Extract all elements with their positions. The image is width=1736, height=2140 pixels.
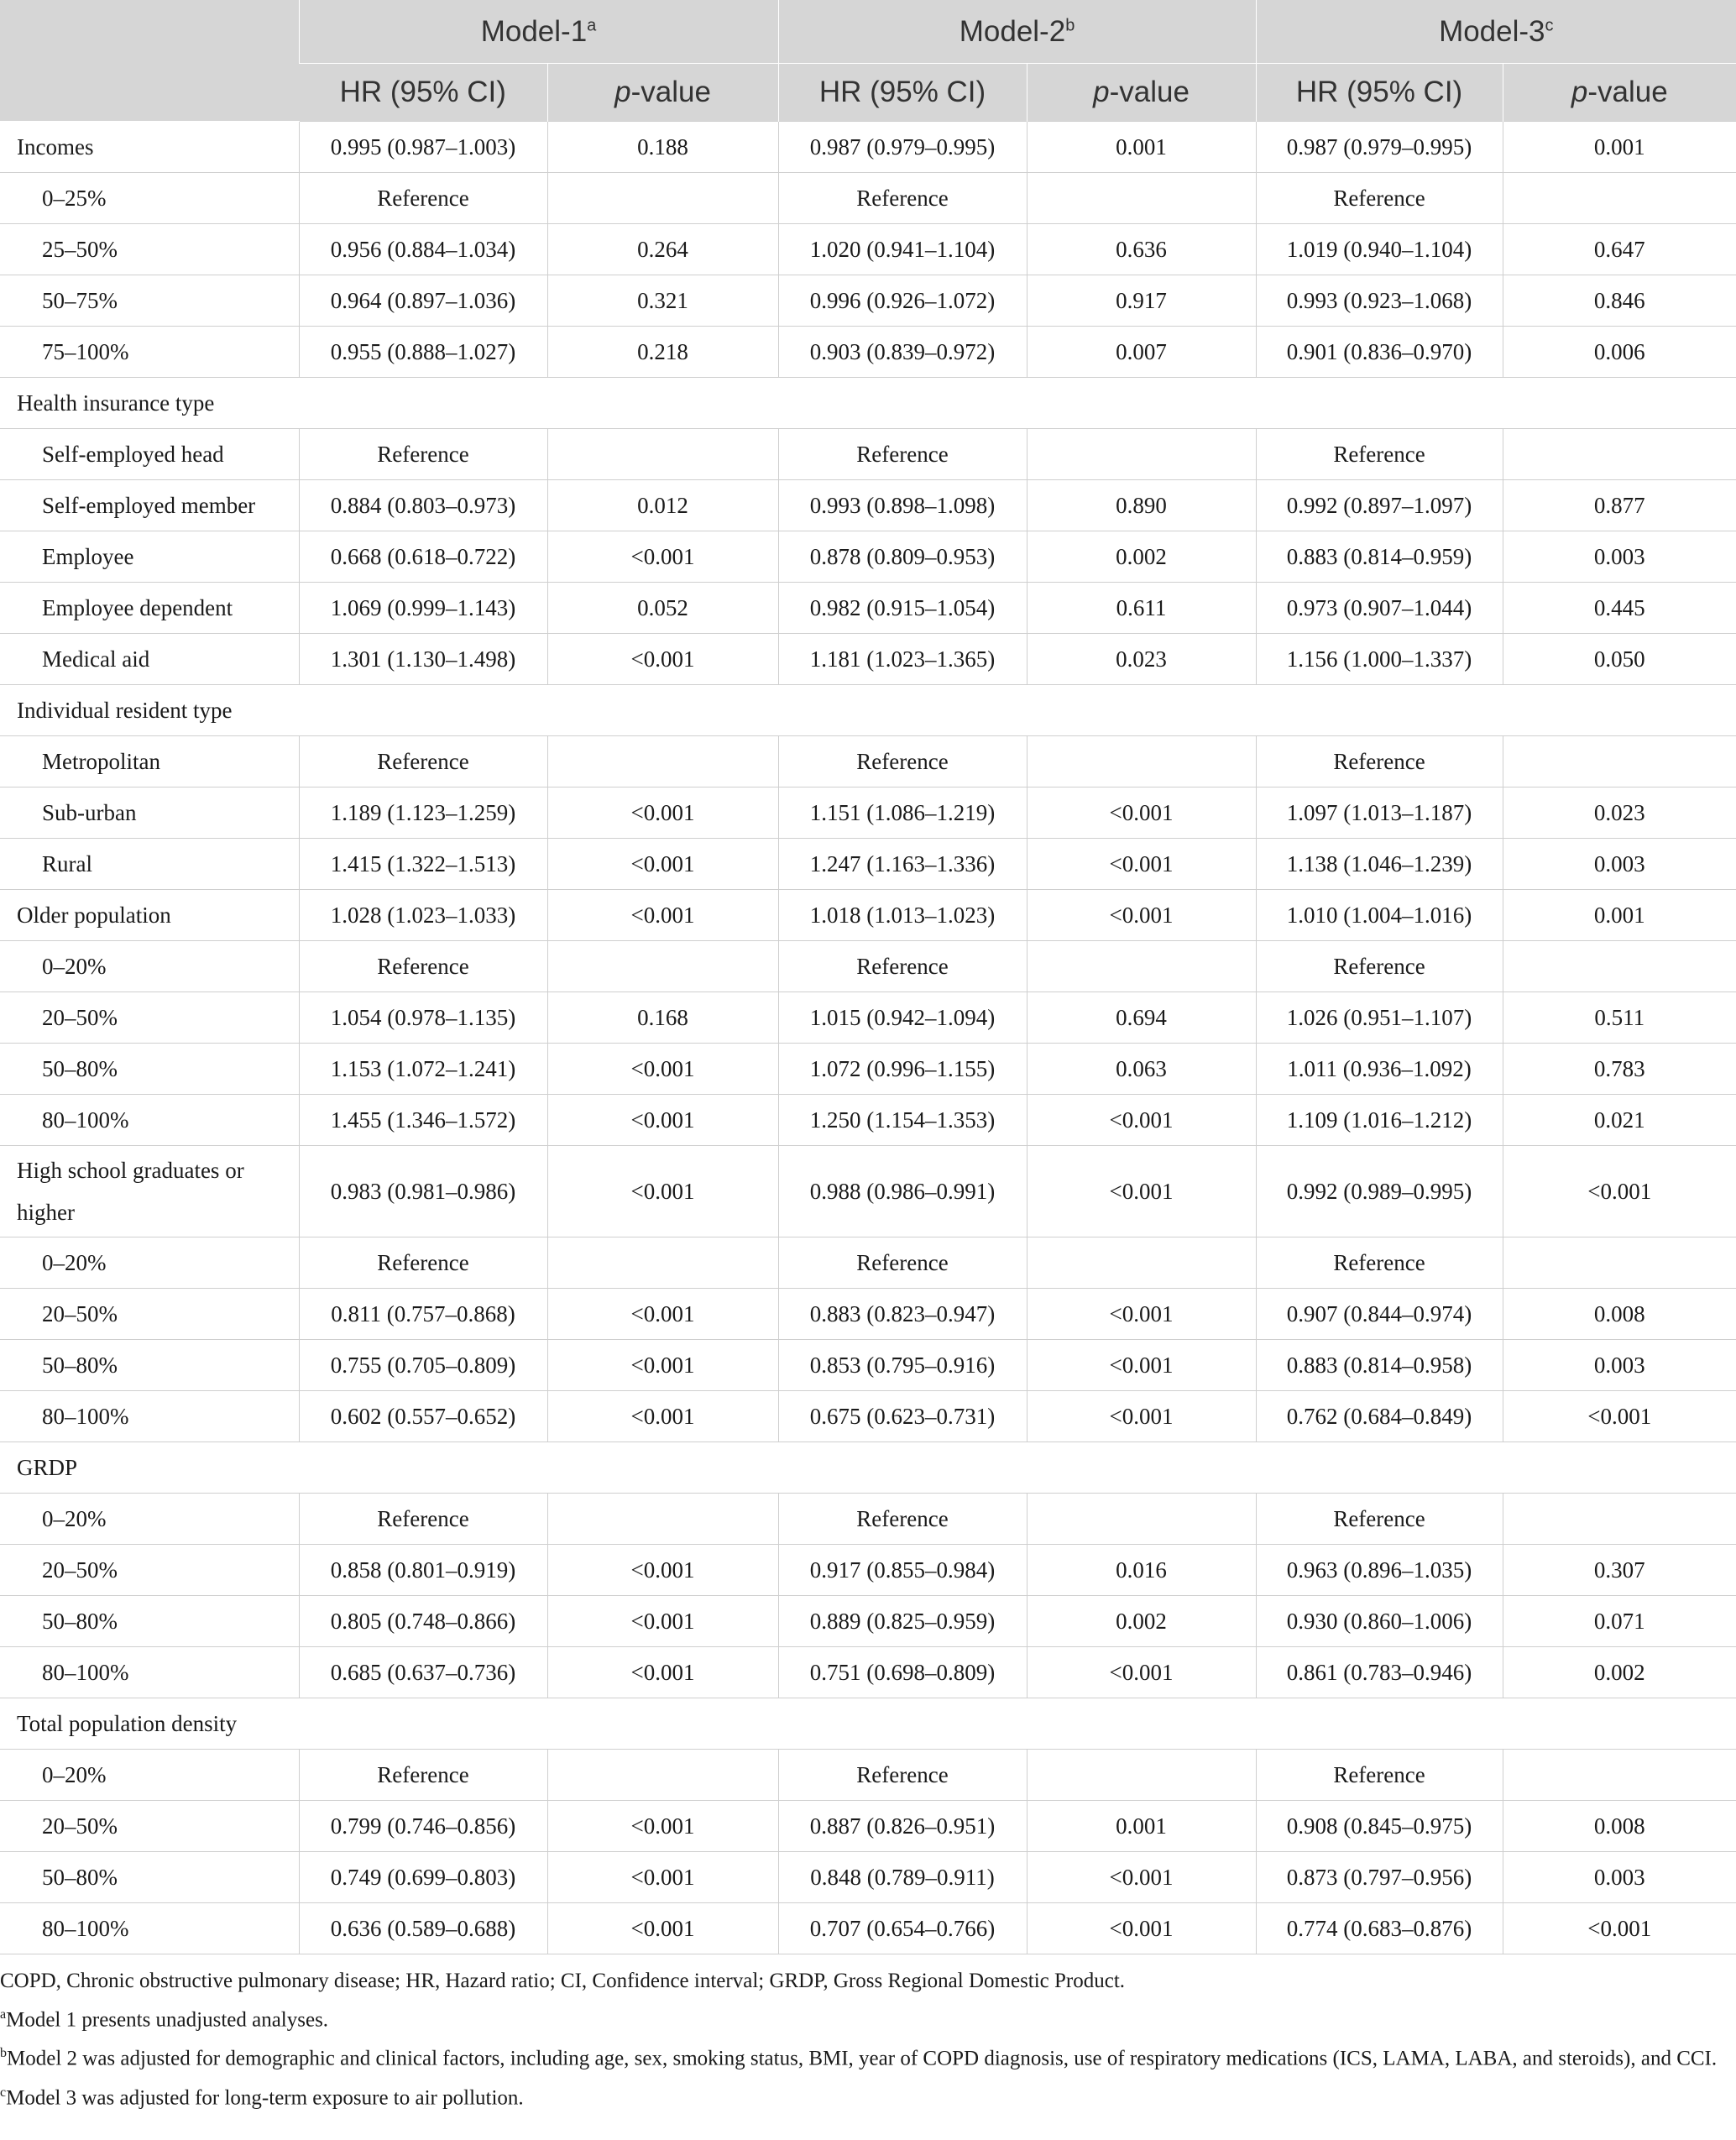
p-value-cell-model-1: <0.001 bbox=[547, 1852, 778, 1903]
category-label: 20–50% bbox=[0, 1545, 299, 1596]
hr-cell-model-2: 0.887 (0.826–0.951) bbox=[778, 1801, 1027, 1852]
p-value-cell-model-3: 0.071 bbox=[1503, 1596, 1736, 1647]
category-label: 0–20% bbox=[0, 941, 299, 992]
p-value-cell-model-2: <0.001 bbox=[1027, 1095, 1256, 1146]
hr-cell-model-1: 0.749 (0.699–0.803) bbox=[299, 1852, 547, 1903]
p-value-cell-model-3 bbox=[1503, 429, 1736, 480]
p-value-cell-model-2: 0.001 bbox=[1027, 1801, 1256, 1852]
hr-cell-model-3: 1.026 (0.951–1.107) bbox=[1256, 992, 1503, 1044]
category-label: 50–80% bbox=[0, 1852, 299, 1903]
p-value-cell-model-2: <0.001 bbox=[1027, 787, 1256, 839]
hr-cell-model-3: 0.993 (0.923–1.068) bbox=[1256, 275, 1503, 327]
p-value-cell-model-1: <0.001 bbox=[547, 1340, 778, 1391]
category-row bbox=[0, 1801, 1736, 1852]
category-label: Self-employed head bbox=[0, 429, 299, 480]
hr-cell-model-1: 1.069 (0.999–1.143) bbox=[299, 583, 547, 634]
p-value-cell-model-3: 0.647 bbox=[1503, 224, 1736, 275]
category-label: 80–100% bbox=[0, 1903, 299, 1954]
variable-label: Incomes bbox=[0, 122, 299, 173]
category-label: 0–25% bbox=[0, 173, 299, 224]
p-value-cell-model-3: 0.021 bbox=[1503, 1095, 1736, 1146]
hr-cell-model-1: 1.415 (1.322–1.513) bbox=[299, 839, 547, 890]
category-row bbox=[0, 992, 1736, 1044]
hr-cell-model-2: 1.072 (0.996–1.155) bbox=[778, 1044, 1027, 1095]
category-row bbox=[0, 327, 1736, 378]
hr-cell-model-2: 0.675 (0.623–0.731) bbox=[778, 1391, 1027, 1442]
category-row bbox=[0, 1545, 1736, 1596]
p-value-cell-model-2: 0.002 bbox=[1027, 1596, 1256, 1647]
hr-cell-model-2: 0.987 (0.979–0.995) bbox=[778, 122, 1027, 173]
hr-cell-model-3: 0.908 (0.845–0.975) bbox=[1256, 1801, 1503, 1852]
variable-row bbox=[0, 1146, 1736, 1237]
p-value-column-header: p-value bbox=[547, 64, 778, 122]
category-row bbox=[0, 1289, 1736, 1340]
footnote-c: $^c$Model 3 was adjusted for long-term exposure to air pollution. bbox=[0, 2085, 524, 2109]
category-row bbox=[0, 736, 1736, 787]
hr-cell-model-2: Reference bbox=[778, 1750, 1027, 1801]
hr-cell-model-3: Reference bbox=[1256, 941, 1503, 992]
category-label: Employee bbox=[0, 531, 299, 583]
category-row bbox=[0, 224, 1736, 275]
category-label: Employee dependent bbox=[0, 583, 299, 634]
hr-cell-model-1: 0.884 (0.803–0.973) bbox=[299, 480, 547, 531]
hr-cell-model-1: 0.636 (0.589–0.688) bbox=[299, 1903, 547, 1954]
p-value-cell-model-2: 0.007 bbox=[1027, 327, 1256, 378]
hr-cell-model-2: 1.181 (1.023–1.365) bbox=[778, 634, 1027, 685]
category-label: 0–20% bbox=[0, 1237, 299, 1289]
hr-cell-model-2: 0.982 (0.915–1.054) bbox=[778, 583, 1027, 634]
hr-cell-model-2: 0.707 (0.654–0.766) bbox=[778, 1903, 1027, 1954]
hr-cell-model-2: 0.883 (0.823–0.947) bbox=[778, 1289, 1027, 1340]
category-label: 80–100% bbox=[0, 1391, 299, 1442]
hr-cell-model-1: 1.301 (1.130–1.498) bbox=[299, 634, 547, 685]
hr-cell-model-1: 0.602 (0.557–0.652) bbox=[299, 1391, 547, 1442]
p-value-cell-model-3: 0.877 bbox=[1503, 480, 1736, 531]
p-value-cell-model-3: 0.003 bbox=[1503, 531, 1736, 583]
p-value-cell-model-3: 0.008 bbox=[1503, 1801, 1736, 1852]
section-label: GRDP bbox=[0, 1442, 1736, 1494]
hr-cell-model-3: 1.019 (0.940–1.104) bbox=[1256, 224, 1503, 275]
p-value-cell-model-1: 0.321 bbox=[547, 275, 778, 327]
category-row bbox=[0, 787, 1736, 839]
p-value-cell-model-3: 0.003 bbox=[1503, 839, 1736, 890]
hr-cell-model-3: 0.973 (0.907–1.044) bbox=[1256, 583, 1503, 634]
hr-cell-model-3: 1.010 (1.004–1.016) bbox=[1256, 890, 1503, 941]
category-row bbox=[0, 1852, 1736, 1903]
category-row bbox=[0, 583, 1736, 634]
hr-cell-model-2: 0.903 (0.839–0.972) bbox=[778, 327, 1027, 378]
hr-cell-model-3: 1.097 (1.013–1.187) bbox=[1256, 787, 1503, 839]
p-value-cell-model-3: 0.003 bbox=[1503, 1852, 1736, 1903]
hr-cell-model-3: 1.156 (1.000–1.337) bbox=[1256, 634, 1503, 685]
hr-cell-model-3: Reference bbox=[1256, 1494, 1503, 1545]
p-value-cell-model-3 bbox=[1503, 1494, 1736, 1545]
category-row bbox=[0, 941, 1736, 992]
variable-row bbox=[0, 122, 1736, 173]
hr-cell-model-2: Reference bbox=[778, 736, 1027, 787]
category-label: 25–50% bbox=[0, 224, 299, 275]
p-value-cell-model-2: 0.002 bbox=[1027, 531, 1256, 583]
p-value-column-header: p-value bbox=[1027, 64, 1256, 122]
hr-cell-model-2: 1.020 (0.941–1.104) bbox=[778, 224, 1027, 275]
category-row bbox=[0, 1596, 1736, 1647]
hr-cell-model-3: 0.963 (0.896–1.035) bbox=[1256, 1545, 1503, 1596]
p-value-cell-model-2: <0.001 bbox=[1027, 1289, 1256, 1340]
model-1-header: Model-1$^a$ bbox=[299, 0, 778, 64]
p-value-cell-model-2 bbox=[1027, 429, 1256, 480]
hr-cell-model-3: 0.987 (0.979–0.995) bbox=[1256, 122, 1503, 173]
hr-cell-model-2: 0.878 (0.809–0.953) bbox=[778, 531, 1027, 583]
p-value-cell-model-1: <0.001 bbox=[547, 787, 778, 839]
hr-cell-model-3: 0.873 (0.797–0.956) bbox=[1256, 1852, 1503, 1903]
category-label: Metropolitan bbox=[0, 736, 299, 787]
hr-cell-model-3: 0.992 (0.897–1.097) bbox=[1256, 480, 1503, 531]
table-body bbox=[0, 122, 1736, 1954]
p-value-cell-model-3 bbox=[1503, 173, 1736, 224]
hr-cell-model-1: Reference bbox=[299, 941, 547, 992]
hr-cell-model-2: 0.889 (0.825–0.959) bbox=[778, 1596, 1027, 1647]
p-value-cell-model-2: <0.001 bbox=[1027, 1852, 1256, 1903]
category-label: 20–50% bbox=[0, 1801, 299, 1852]
category-row bbox=[0, 1044, 1736, 1095]
hr-cell-model-3: 0.774 (0.683–0.876) bbox=[1256, 1903, 1503, 1954]
p-value-cell-model-2: 0.611 bbox=[1027, 583, 1256, 634]
category-row bbox=[0, 1391, 1736, 1442]
p-value-cell-model-1: <0.001 bbox=[547, 1647, 778, 1698]
p-value-cell-model-2: 0.917 bbox=[1027, 275, 1256, 327]
category-label: 20–50% bbox=[0, 992, 299, 1044]
p-value-cell-model-2: 0.063 bbox=[1027, 1044, 1256, 1095]
footnote-b: $^b$Model 2 was adjusted for demographic and clinical factors, including age, sex, smoking status, BMI, year of COPD diagnosis, use of respiratory medications (ICS, LAMA, LABA, and steroids), and CCI. bbox=[0, 2046, 1718, 2070]
p-value-cell-model-2 bbox=[1027, 1750, 1256, 1801]
hr-cell-model-1: Reference bbox=[299, 1494, 547, 1545]
category-label: Rural bbox=[0, 839, 299, 890]
hr-cell-model-1: 0.668 (0.618–0.722) bbox=[299, 531, 547, 583]
category-row bbox=[0, 1903, 1736, 1954]
variable-row bbox=[0, 890, 1736, 941]
hr-cell-model-1: 0.685 (0.637–0.736) bbox=[299, 1647, 547, 1698]
hr-cell-model-2: 1.018 (1.013–1.023) bbox=[778, 890, 1027, 941]
hr-cell-model-2: 0.988 (0.986–0.991) bbox=[778, 1146, 1027, 1237]
p-value-cell-model-3: 0.783 bbox=[1503, 1044, 1736, 1095]
hr-column-header: HR (95% CI) bbox=[299, 64, 547, 122]
category-row bbox=[0, 1340, 1736, 1391]
footnote-a: $^a$Model 1 presents unadjusted analyses. bbox=[0, 2007, 329, 2032]
hr-cell-model-1: 0.955 (0.888–1.027) bbox=[299, 327, 547, 378]
p-value-cell-model-3: 0.008 bbox=[1503, 1289, 1736, 1340]
p-value-cell-model-2: <0.001 bbox=[1027, 1647, 1256, 1698]
hr-cell-model-3: 0.861 (0.783–0.946) bbox=[1256, 1647, 1503, 1698]
p-value-cell-model-2: <0.001 bbox=[1027, 839, 1256, 890]
p-value-cell-model-3: 0.002 bbox=[1503, 1647, 1736, 1698]
section-row bbox=[0, 1698, 1736, 1750]
section-row bbox=[0, 378, 1736, 429]
p-value-cell-model-2: <0.001 bbox=[1027, 1146, 1256, 1237]
section-label: Health insurance type bbox=[0, 378, 1736, 429]
hr-cell-model-1: 0.964 (0.897–1.036) bbox=[299, 275, 547, 327]
category-label: 0–20% bbox=[0, 1494, 299, 1545]
table-header bbox=[0, 0, 1736, 122]
p-value-cell-model-2: <0.001 bbox=[1027, 1340, 1256, 1391]
section-label: Total population density bbox=[0, 1698, 1736, 1750]
hr-cell-model-2: 0.848 (0.789–0.911) bbox=[778, 1852, 1027, 1903]
section-label: Individual resident type bbox=[0, 685, 1736, 736]
section-row bbox=[0, 685, 1736, 736]
hr-cell-model-1: 1.455 (1.346–1.572) bbox=[299, 1095, 547, 1146]
p-value-cell-model-2 bbox=[1027, 1237, 1256, 1289]
hr-cell-model-3: Reference bbox=[1256, 1237, 1503, 1289]
p-value-cell-model-3: 0.003 bbox=[1503, 1340, 1736, 1391]
category-label: 75–100% bbox=[0, 327, 299, 378]
p-value-cell-model-1 bbox=[547, 1494, 778, 1545]
category-row bbox=[0, 173, 1736, 224]
category-row bbox=[0, 1494, 1736, 1545]
p-value-cell-model-1: <0.001 bbox=[547, 1146, 778, 1237]
p-value-cell-model-3: <0.001 bbox=[1503, 1146, 1736, 1237]
category-label: Self-employed member bbox=[0, 480, 299, 531]
p-value-cell-model-3 bbox=[1503, 736, 1736, 787]
hr-column-header: HR (95% CI) bbox=[778, 64, 1027, 122]
p-value-cell-model-1: 0.168 bbox=[547, 992, 778, 1044]
hr-cell-model-2: 0.993 (0.898–1.098) bbox=[778, 480, 1027, 531]
p-value-cell-model-1: <0.001 bbox=[547, 1596, 778, 1647]
p-value-cell-model-3: 0.511 bbox=[1503, 992, 1736, 1044]
p-value-cell-model-3: 0.001 bbox=[1503, 890, 1736, 941]
p-value-cell-model-3: 0.050 bbox=[1503, 634, 1736, 685]
p-value-cell-model-1 bbox=[547, 429, 778, 480]
p-value-cell-model-1: 0.218 bbox=[547, 327, 778, 378]
hr-cell-model-1: 0.805 (0.748–0.866) bbox=[299, 1596, 547, 1647]
hr-cell-model-1: 0.811 (0.757–0.868) bbox=[299, 1289, 547, 1340]
table-footnotes bbox=[0, 1954, 1736, 2115]
hr-cell-model-3: Reference bbox=[1256, 429, 1503, 480]
hr-cell-model-1: 1.189 (1.123–1.259) bbox=[299, 787, 547, 839]
hr-cell-model-3: 0.930 (0.860–1.006) bbox=[1256, 1596, 1503, 1647]
category-row bbox=[0, 1237, 1736, 1289]
hr-cell-model-3: 1.011 (0.936–1.092) bbox=[1256, 1044, 1503, 1095]
hr-cell-model-1: 0.956 (0.884–1.034) bbox=[299, 224, 547, 275]
p-value-cell-model-1 bbox=[547, 941, 778, 992]
p-value-cell-model-3: 0.006 bbox=[1503, 327, 1736, 378]
p-value-cell-model-2: <0.001 bbox=[1027, 890, 1256, 941]
hr-cell-model-3: 0.901 (0.836–0.970) bbox=[1256, 327, 1503, 378]
category-row bbox=[0, 1750, 1736, 1801]
category-row bbox=[0, 839, 1736, 890]
hr-cell-model-3: 1.138 (1.046–1.239) bbox=[1256, 839, 1503, 890]
hr-cell-model-1: Reference bbox=[299, 1750, 547, 1801]
hr-cell-model-1: Reference bbox=[299, 173, 547, 224]
p-value-cell-model-1 bbox=[547, 1237, 778, 1289]
hr-cell-model-3: Reference bbox=[1256, 736, 1503, 787]
hr-cell-model-1: 1.054 (0.978–1.135) bbox=[299, 992, 547, 1044]
category-label: 50–80% bbox=[0, 1044, 299, 1095]
section-row bbox=[0, 1442, 1736, 1494]
hr-cell-model-2: Reference bbox=[778, 941, 1027, 992]
hr-cell-model-1: 0.755 (0.705–0.809) bbox=[299, 1340, 547, 1391]
p-value-cell-model-1: 0.052 bbox=[547, 583, 778, 634]
variable-label: High school graduates or higher bbox=[0, 1146, 299, 1237]
p-value-cell-model-1: <0.001 bbox=[547, 1545, 778, 1596]
category-label: 80–100% bbox=[0, 1647, 299, 1698]
p-value-cell-model-3 bbox=[1503, 941, 1736, 992]
category-label: 80–100% bbox=[0, 1095, 299, 1146]
p-value-cell-model-2: 0.890 bbox=[1027, 480, 1256, 531]
hr-cell-model-2: 0.996 (0.926–1.072) bbox=[778, 275, 1027, 327]
hr-cell-model-2: 1.247 (1.163–1.336) bbox=[778, 839, 1027, 890]
hr-cell-model-1: Reference bbox=[299, 1237, 547, 1289]
model-2-header: Model-2$^b$ bbox=[778, 0, 1256, 64]
category-row bbox=[0, 634, 1736, 685]
hr-cell-model-3: 1.109 (1.016–1.212) bbox=[1256, 1095, 1503, 1146]
hr-cell-model-1: 0.799 (0.746–0.856) bbox=[299, 1801, 547, 1852]
hr-cell-model-2: 1.151 (1.086–1.219) bbox=[778, 787, 1027, 839]
category-row bbox=[0, 1095, 1736, 1146]
p-value-column-header: p-value bbox=[1503, 64, 1736, 122]
p-value-cell-model-3 bbox=[1503, 1750, 1736, 1801]
p-value-cell-model-3: 0.001 bbox=[1503, 122, 1736, 173]
hr-cell-model-3: 0.883 (0.814–0.958) bbox=[1256, 1340, 1503, 1391]
p-value-cell-model-2: 0.016 bbox=[1027, 1545, 1256, 1596]
p-value-cell-model-2 bbox=[1027, 736, 1256, 787]
hr-cell-model-3: Reference bbox=[1256, 173, 1503, 224]
p-value-cell-model-1: <0.001 bbox=[547, 634, 778, 685]
p-value-cell-model-3: <0.001 bbox=[1503, 1391, 1736, 1442]
hr-cell-model-1: Reference bbox=[299, 429, 547, 480]
p-value-cell-model-1: <0.001 bbox=[547, 531, 778, 583]
p-value-cell-model-2: 0.636 bbox=[1027, 224, 1256, 275]
category-label: Medical aid bbox=[0, 634, 299, 685]
hr-cell-model-1: 0.983 (0.981–0.986) bbox=[299, 1146, 547, 1237]
p-value-cell-model-3: 0.307 bbox=[1503, 1545, 1736, 1596]
hr-cell-model-2: 0.917 (0.855–0.984) bbox=[778, 1545, 1027, 1596]
category-row bbox=[0, 480, 1736, 531]
p-value-cell-model-1 bbox=[547, 173, 778, 224]
p-value-cell-model-1: 0.012 bbox=[547, 480, 778, 531]
hr-column-header: HR (95% CI) bbox=[1256, 64, 1503, 122]
p-value-cell-model-1: <0.001 bbox=[547, 839, 778, 890]
hr-cell-model-1: 1.028 (1.023–1.033) bbox=[299, 890, 547, 941]
category-label: 20–50% bbox=[0, 1289, 299, 1340]
p-value-cell-model-3: <0.001 bbox=[1503, 1903, 1736, 1954]
p-value-cell-model-2: <0.001 bbox=[1027, 1903, 1256, 1954]
hr-cell-model-2: Reference bbox=[778, 1494, 1027, 1545]
p-value-cell-model-2 bbox=[1027, 1494, 1256, 1545]
p-value-cell-model-1: <0.001 bbox=[547, 1095, 778, 1146]
hr-cell-model-3: 0.907 (0.844–0.974) bbox=[1256, 1289, 1503, 1340]
p-value-cell-model-3: 0.023 bbox=[1503, 787, 1736, 839]
p-value-cell-model-1: 0.264 bbox=[547, 224, 778, 275]
hr-cell-model-1: 1.153 (1.072–1.241) bbox=[299, 1044, 547, 1095]
hr-cell-model-2: Reference bbox=[778, 429, 1027, 480]
p-value-cell-model-1: <0.001 bbox=[547, 890, 778, 941]
p-value-cell-model-3: 0.445 bbox=[1503, 583, 1736, 634]
p-value-cell-model-2 bbox=[1027, 941, 1256, 992]
p-value-cell-model-2: 0.001 bbox=[1027, 122, 1256, 173]
hr-cell-model-3: 0.762 (0.684–0.849) bbox=[1256, 1391, 1503, 1442]
p-value-cell-model-1 bbox=[547, 736, 778, 787]
category-row bbox=[0, 275, 1736, 327]
hr-cell-model-3: Reference bbox=[1256, 1750, 1503, 1801]
p-value-cell-model-1: <0.001 bbox=[547, 1289, 778, 1340]
variable-label: Older population bbox=[0, 890, 299, 941]
p-value-cell-model-1: <0.001 bbox=[547, 1044, 778, 1095]
hr-cell-model-1: Reference bbox=[299, 736, 547, 787]
category-label: Sub-urban bbox=[0, 787, 299, 839]
hr-cell-model-2: 0.751 (0.698–0.809) bbox=[778, 1647, 1027, 1698]
p-value-cell-model-2 bbox=[1027, 173, 1256, 224]
p-value-cell-model-1: 0.188 bbox=[547, 122, 778, 173]
p-value-cell-model-1: <0.001 bbox=[547, 1391, 778, 1442]
category-row bbox=[0, 531, 1736, 583]
p-value-cell-model-3: 0.846 bbox=[1503, 275, 1736, 327]
p-value-cell-model-1: <0.001 bbox=[547, 1903, 778, 1954]
p-value-cell-model-2: <0.001 bbox=[1027, 1391, 1256, 1442]
category-label: 50–75% bbox=[0, 275, 299, 327]
p-value-cell-model-2: 0.694 bbox=[1027, 992, 1256, 1044]
hr-cell-model-2: Reference bbox=[778, 1237, 1027, 1289]
hr-cell-model-2: Reference bbox=[778, 173, 1027, 224]
category-label: 50–80% bbox=[0, 1596, 299, 1647]
p-value-cell-model-2: 0.023 bbox=[1027, 634, 1256, 685]
hr-cell-model-3: 0.992 (0.989–0.995) bbox=[1256, 1146, 1503, 1237]
abbreviations-note: COPD, Chronic obstructive pulmonary disease; HR, Hazard ratio; CI, Confidence interval; GRDP, Gross Regional Domestic Product. bbox=[0, 1970, 1126, 1992]
category-row bbox=[0, 429, 1736, 480]
hr-cell-model-2: 1.250 (1.154–1.353) bbox=[778, 1095, 1027, 1146]
hr-cell-model-3: 0.883 (0.814–0.959) bbox=[1256, 531, 1503, 583]
p-value-cell-model-3 bbox=[1503, 1237, 1736, 1289]
p-value-cell-model-1: <0.001 bbox=[547, 1801, 778, 1852]
header-corner bbox=[0, 0, 299, 122]
hr-cell-model-2: 0.853 (0.795–0.916) bbox=[778, 1340, 1027, 1391]
p-value-cell-model-1 bbox=[547, 1750, 778, 1801]
hr-cell-model-2: 1.015 (0.942–1.094) bbox=[778, 992, 1027, 1044]
category-label: 0–20% bbox=[0, 1750, 299, 1801]
header-row-models bbox=[0, 0, 1736, 64]
category-row bbox=[0, 1647, 1736, 1698]
hr-cell-model-1: 0.995 (0.987–1.003) bbox=[299, 122, 547, 173]
hr-cell-model-1: 0.858 (0.801–0.919) bbox=[299, 1545, 547, 1596]
model-3-header: Model-3$^c$ bbox=[1256, 0, 1736, 64]
category-label: 50–80% bbox=[0, 1340, 299, 1391]
